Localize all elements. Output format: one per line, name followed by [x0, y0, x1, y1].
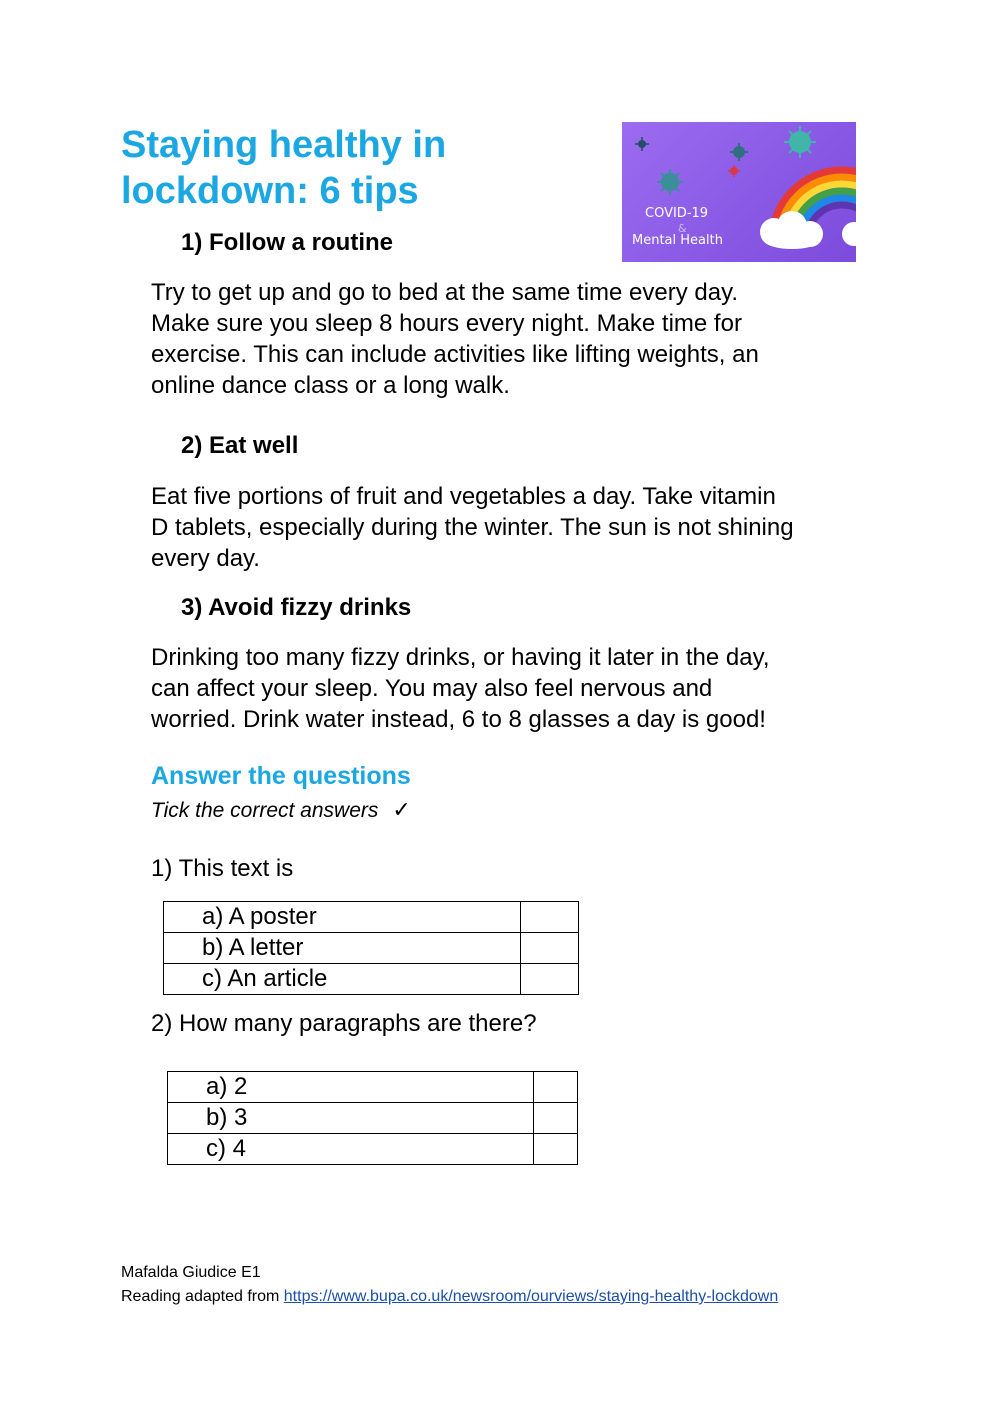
table-row	[164, 902, 579, 933]
virus-icon	[784, 126, 816, 158]
paragraph-line: Drinking too many fizzy drinks, or having it later in the day,	[151, 644, 770, 671]
tip-2-heading: 2) Eat well	[181, 432, 299, 459]
tick-box[interactable]	[521, 933, 579, 964]
tip-3-heading: 3) Avoid fizzy drinks	[181, 594, 412, 621]
page-title	[121, 122, 591, 214]
paragraph-line: every day.	[151, 545, 260, 572]
banner-ampersand: &	[678, 222, 687, 235]
source-link[interactable]: https://www.bupa.co.uk/newsroom/ourviews/staying-healthy-lockdown	[283, 1288, 779, 1305]
option-label: a) A poster	[164, 902, 521, 933]
tick-box[interactable]	[534, 1072, 578, 1103]
tip-1-heading: 1) Follow a routine	[181, 229, 394, 256]
question-2-text: 2) How many paragraphs are there?	[151, 1010, 537, 1037]
page-title-line-2: lockdown: 6 tips	[121, 170, 419, 212]
virus-icon	[728, 165, 740, 177]
banner-title: COVID-19	[645, 206, 709, 221]
banner-subtitle: Mental Health	[632, 233, 723, 248]
table-row	[168, 1103, 578, 1134]
tip-2-paragraph	[151, 481, 891, 574]
tip-3-paragraph	[151, 642, 891, 735]
table-row	[168, 1134, 578, 1165]
cloud-icon	[842, 218, 856, 246]
paragraph-line: Eat five portions of fruit and vegetables a day. Take vitamin	[151, 483, 776, 510]
tip-1-paragraph	[151, 277, 891, 401]
paragraph-line: D tablets, especially during the winter. The sun is not shining	[151, 514, 794, 541]
paragraph-line: worried. Drink water instead, 6 to 8 glasses a day is good!	[151, 706, 766, 733]
option-label: c) 4	[168, 1134, 534, 1165]
page-title-line-1: Staying healthy in	[121, 124, 447, 166]
check-icon: ✓	[392, 797, 411, 822]
option-label: b) A letter	[164, 933, 521, 964]
virus-icon	[657, 169, 683, 195]
quiz-title: Answer the questions	[151, 762, 411, 790]
table-row	[168, 1072, 578, 1103]
question-1-options-table	[163, 901, 579, 995]
paragraph-line: can affect your sleep. You may also feel nervous and	[151, 675, 713, 702]
paragraph-line: Try to get up and go to bed at the same time every day.	[151, 279, 738, 306]
question-1-text: 1) This text is	[151, 855, 294, 882]
instruction-text: Tick the correct answers	[151, 799, 379, 822]
table-row	[164, 933, 579, 964]
footer-author: Mafalda Giudice E1	[121, 1264, 261, 1281]
footer-source-prefix: Reading adapted from	[121, 1288, 284, 1305]
tick-box[interactable]	[534, 1103, 578, 1134]
quiz-instruction	[151, 797, 411, 823]
paragraph-line: online dance class or a long walk.	[151, 372, 510, 399]
paragraph-line: exercise. This can include activities like lifting weights, an	[151, 341, 759, 368]
tick-box[interactable]	[534, 1134, 578, 1165]
footer-source	[121, 1288, 778, 1306]
covid-mental-health-banner	[622, 122, 856, 262]
option-label: b) 3	[168, 1103, 534, 1134]
option-label: c) An article	[164, 964, 521, 995]
virus-icon	[730, 143, 748, 161]
question-2-options-table	[167, 1071, 578, 1165]
paragraph-line: Make sure you sleep 8 hours every night. Make time for	[151, 310, 742, 337]
tick-box[interactable]	[521, 964, 579, 995]
table-row	[164, 964, 579, 995]
virus-icon	[635, 137, 649, 151]
tick-box[interactable]	[521, 902, 579, 933]
option-label: a) 2	[168, 1072, 534, 1103]
